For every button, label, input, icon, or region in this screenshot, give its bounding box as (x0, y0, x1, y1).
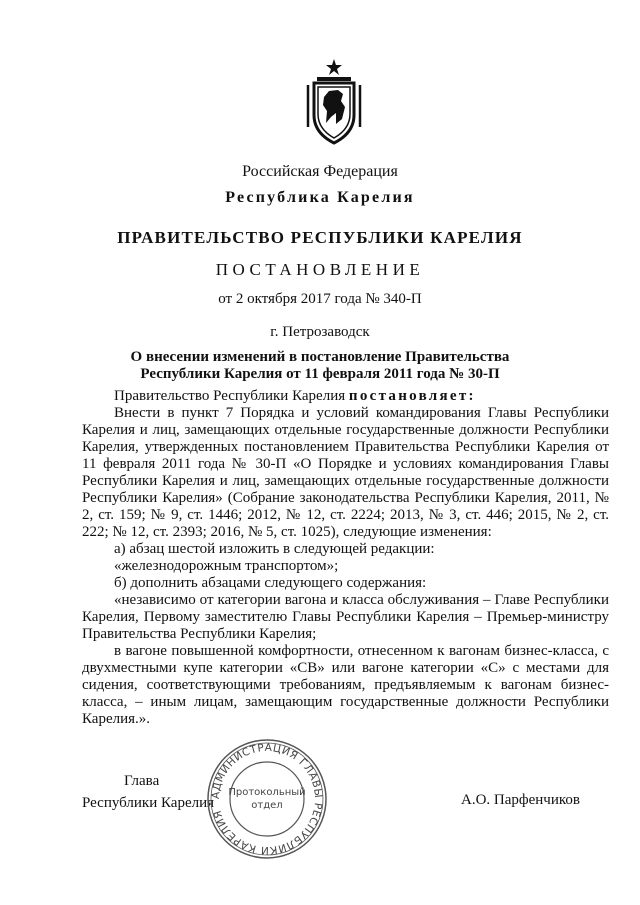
body-paragraph: «железнодорожным транспортом»; (114, 558, 339, 574)
karelia-coat-of-arms-icon (305, 57, 363, 145)
subject-line: Республики Карелия от 11 февраля 2011 года № 30-П (140, 366, 500, 382)
official-stamp (205, 737, 329, 861)
body-paragraph: в вагоне повышенной комфортности, отнесенном к вагонам бизнес-класса, с двухместными купе категории «СВ» или вагоне категории «С» с местами для сидения, соответствующими требованиям, предъявляемым к вагонам бизнес-класса, – иным лицам, замещающим государственные должности Республики Карелия.». (82, 643, 609, 727)
intro-emphasis: постановляет: (348, 388, 476, 404)
intro-text: Правительство Республики Карелия (114, 388, 349, 404)
body-intro (82, 388, 609, 405)
signatory-name: А.О. Парфенчиков (461, 792, 580, 808)
subject-line: О внесении изменений в постановление Правительства (130, 349, 510, 365)
document-date-number: от 2 октября 2017 года № 340-П (218, 291, 422, 307)
country-name: Российская Федерация (242, 163, 398, 180)
document-city: г. Петрозаводск (270, 324, 370, 340)
stamp-ring-text: АДМИНИСТРАЦИЯ ГЛАВЫ РЕСПУБЛИКИ КАРЕЛИЯ (209, 741, 325, 857)
republic-name: Республика Карелия (225, 189, 415, 206)
signatory-title-line: Глава (124, 773, 160, 789)
document-type: ПОСТАНОВЛЕНИЕ (215, 260, 425, 279)
body-paragraph: Внести в пункт 7 Порядка и условий командирования Главы Республики Карелия и лиц, замещающих отдельные государственные должности Республики Карелия, утвержденных постановлением Правительства Республики Карелия от 11 февраля 2011 года № 30-П «О Порядке и условиях командирования Главы Республики Карелия и лиц, замещающих отдельные государственные должности Республики Карелия» (Собрание законодательства Республики Карелия, 2011, № 2, ст. 159; № 9, ст. 1446; 2012, № 12, ст. 2224; 2013, № 3, ст. 446; 2015, № 2, ст. 222; № 12, ст. 2393; 2016, № 5, ст. 1025), следующие изменения: (82, 405, 609, 540)
body-paragraph: «независимо от категории вагона и класса обслуживания – Главе Республики Карелия, Первому заместителю Главы Республики Карелия – Премьер-министру Правительства Республики Карелия; (82, 592, 609, 642)
stamp-center-text: отдел (251, 800, 283, 811)
document-body (82, 388, 609, 728)
signatory-title-line: Республики Карелия (82, 795, 215, 811)
body-paragraph: б) дополнить абзацами следующего содержания: (114, 575, 427, 591)
stamp-center-text: Протокольный (228, 787, 306, 798)
body-paragraph: а) абзац шестой изложить в следующей редакции: (114, 541, 435, 557)
signatory-title (82, 770, 214, 814)
document-subject (60, 349, 580, 383)
government-title: ПРАВИТЕЛЬСТВО РЕСПУБЛИКИ КАРЕЛИЯ (117, 228, 523, 247)
